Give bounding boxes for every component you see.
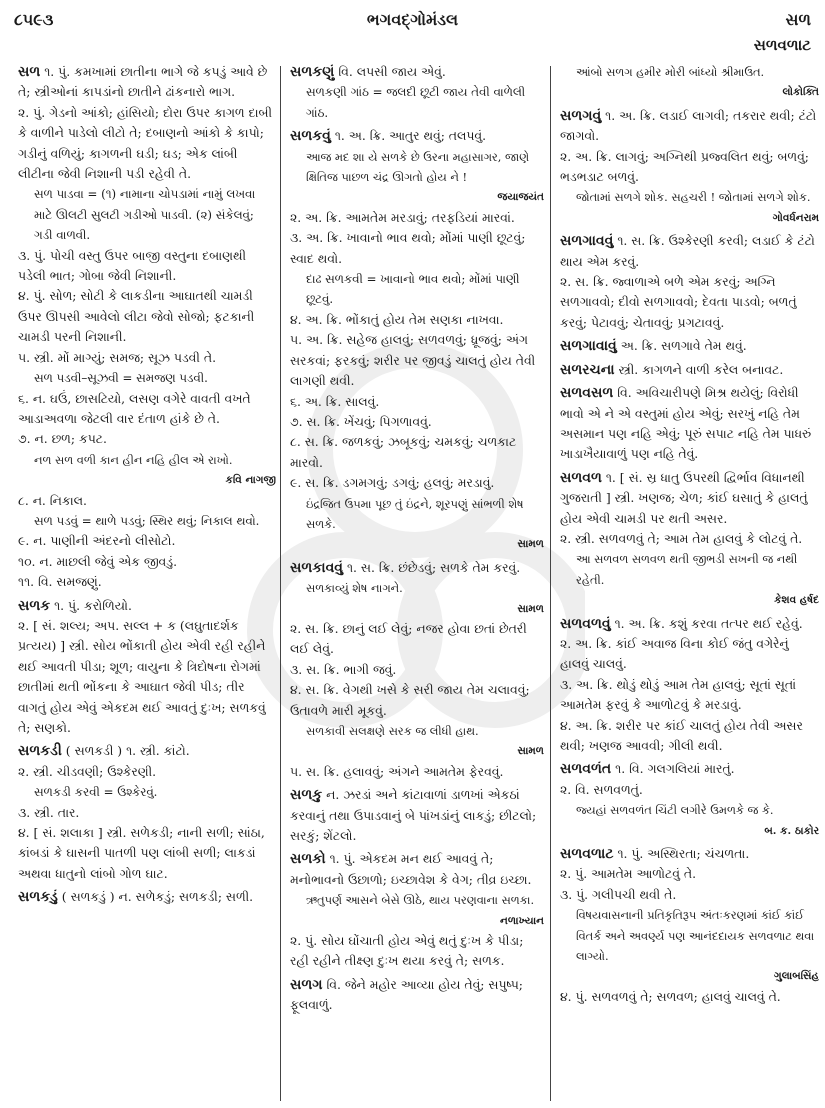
idiom-definition: સળ પાડવા = (૧) નામાના ચોપડામાં નામું લખવા માટે ઊલટી સુલટી ગડીઓ પાડવી. (૨) સંકેલવું; ગડી વાળવી.: [34, 187, 256, 243]
sense-definition: ન. ઝરડાં અને કાંટાવાળાં ડાળખાં એકઠાં કરવાનું તથા ઉપાડવાનું બે પાંખડાંનું લાકડું; છીટલો; સરકું; શેંટલો.: [290, 787, 537, 844]
headword: સળવળવું: [560, 615, 611, 632]
sense-definition: ૧. સ. ક્રિ. છંછેડવું; સળકે તેમ કરવું.: [346, 559, 521, 575]
sense-definition: ૨. પું. સોય ઘોંચાતી હોય એવું થતું દુઃખ કે પીડા; રહી રહીને તીક્ષ્ણ દુઃખ થયા કરવું તે; સળક.: [290, 933, 524, 969]
headword: સળ: [18, 64, 41, 80]
quote-source: જયાજયંત: [497, 191, 544, 204]
columns-container: [14, 62, 819, 1102]
page-header: [14, 10, 811, 54]
sense-definition: ૪. અ. ક્રિ. શરીર પર કાંઈ ચાલતું હોય તેવી અસર થવી; ખણજ આવવી; ગીલી થવી.: [560, 717, 803, 753]
sense-definition: ૩. સ. ક્રિ. ભાગી જવું.: [290, 661, 397, 677]
sense-definition: ૨. અ. ક્રિ. કાંઈ અવાજ વિના કોઈ જંતુ વગેરેનું હાલવું ચાલવું.: [560, 635, 789, 672]
dictionary-entry: [556, 106, 819, 228]
idiom-definition: સળકડી કરવી = ઉશ્કેરવું.: [34, 785, 158, 800]
idiom-definition: સળ પડવી–સૂઝવી = સમજણ પડવી.: [34, 371, 208, 386]
guide-word-first: સળ: [785, 10, 811, 29]
headword: સળવળાટ: [560, 846, 614, 863]
usage-quote: આંબો સળગ હમીર મોરી બાંધ્યો શ્રીમાઉત.: [576, 65, 765, 79]
sense-definition: ૧. પું. કમખામાં છાતીના ભાગે જે કપડું આવે છે તે; સ્ત્રીઓનાં કાપડાંનો છાતીને ઢાંકનારો ભાગ.: [18, 64, 268, 100]
headword: સળગવું: [560, 107, 602, 124]
headword: સળકો: [290, 851, 326, 868]
headword: સળગાવવું: [560, 233, 614, 250]
quote-source: ગુલાબસિંહ: [774, 970, 819, 983]
usage-quote: જ્યહાં સળવળંત ચિંટી લગીરે ઉમળકે જ કે.: [576, 803, 774, 818]
guide-word-last: સળવળાટ: [753, 36, 811, 54]
book-title: ભગવદ્ગોમંડલ: [366, 10, 459, 29]
sense-definition: ૫. સ્ત્રી. મોં માગ્યું; સમજ; સૂઝ પડવી તે.: [18, 349, 217, 365]
dictionary-entry: [286, 558, 544, 782]
sense-definition: ૧. વિ. ગલગલિયાં મારતું.: [615, 761, 735, 777]
dictionary-entry: [14, 887, 276, 907]
headword: સળગ: [290, 976, 323, 993]
quote-source: કવિ નાગજી: [225, 474, 276, 487]
sense-definition: વિ. જેને મહોર આવ્યા હોય તેવું; સપુષ્પ; ફૂલવાળું.: [290, 976, 523, 1013]
headword: સળકાવવું: [290, 559, 344, 576]
usage-quote: સળકાવી સલક્ષણે સરક જ લીધી હાથ.: [306, 724, 479, 738]
sense-definition: ૩. પું. પોચી વસ્તુ ઉપર બાજી વસ્તુના દબાણથી પડેલી ભાત; ગોબા જેવી નિશાની.: [18, 247, 246, 284]
sense-definition: ૮. ન. નિકાલ.: [18, 492, 87, 508]
sense-definition: ૧૦. ન. માછલી જેવું એક જીવડું.: [18, 553, 178, 569]
headword-variant: ( સળકડું ): [61, 889, 115, 905]
sense-definition: સ્ત્રી. કાગળને વાળી કરેલ બનાવટ.: [618, 361, 784, 377]
sense-definition: ૧. સ. ક્રિ. ઉશ્કેરણી કરવી; લડાઈ કે ટંટો થાય એમ કરવું.: [560, 233, 815, 269]
headword: સળરચના: [560, 361, 615, 378]
sense-definition: ૩. પું. ગલીપચી થવી તે.: [560, 886, 677, 902]
sense-definition: ૩. સ્ત્રી. તાર.: [18, 804, 80, 820]
sense-definition: ૪. પું. સળવળવું તે; સળવળ; હાલવું ચાલવું તે.: [560, 988, 781, 1004]
quote-source: સામળ: [517, 602, 544, 615]
sense-definition: ૧. અ. ક્રિ. કશું કરવા તત્પર થઈ રહેવું.: [614, 615, 803, 631]
dictionary-entry: [286, 126, 544, 555]
sense-definition: ૧. પું. એકદમ મન થઈ આવવું તે; મનોભાવનો ઉછાળો; ઇચ્છાવેશ કે વેગ; તીવ્ર ઇચ્છા.: [290, 851, 532, 887]
dictionary-entry: [14, 741, 276, 884]
sense-definition: ૫. સ. ક્રિ. હલાવવું; અંગને આમતેમ ફેરવવું.: [290, 763, 504, 779]
sense-definition: ૧. પું. કરોળિયો.: [54, 597, 132, 613]
sense-definition: અ. ક્રિ. સળગાવે તેમ થવું.: [620, 338, 747, 354]
sense-definition: ૨. વિ. સળવળતું.: [560, 781, 643, 797]
usage-quote: વિષયવાસનાની પ્રતિકૃતિરૂપ અંતઃકરણમાં કાંઈ કાંઈ વિતર્ક અને અવર્ણ્ય પણ આનંદદાયક સળવળાટ થવા લાગ્યો.: [576, 908, 815, 964]
sense-definition: ૮. સ. ક્રિ. જળકવું; ઝબૂકવું; ચમકવું; ચળકાટ મારવો.: [290, 434, 517, 470]
sense-definition: ૭. ન. છળ; કપટ.: [18, 431, 107, 447]
quote-source: ગોવર્ધનરામ: [772, 211, 819, 224]
quote-source: નળાખ્યાન: [500, 914, 544, 927]
idiom-definition: સળ પડવું = થાળે પડવું; સ્થિર થવું; નિકાલ થવો.: [34, 513, 260, 528]
sense-definition: ૨. સ. ક્રિ. જ્વાળાએ બળે એમ કરવું; અગ્નિ સળગાવવો; દીવો સળગાવવો; દેવતા પાડવો; બળતું કરવું; પેટાવવું; ચેતાવવું; પ્રગટાવવું.: [560, 274, 797, 330]
sense-definition: ૩. અ. ક્રિ. થોડું થોડું આમ તેમ હાલવું; સૂતાં સૂતાં આમતેમ ફરવું કે આળોટવું કે મરડાવું.: [560, 676, 797, 713]
dictionary-entry: [556, 360, 819, 380]
headword: સળકણું: [290, 64, 335, 80]
quote-source: સામળ: [517, 745, 544, 758]
dictionary-entry: [286, 975, 544, 1016]
idiom-definition: દાઢ સળકવી = ખાવાનો ભાવ થવો; મોંમાં પાણી છૂટવું.: [306, 272, 520, 307]
headword: સળક: [18, 597, 51, 614]
usage-quote: નળ સળ વળી કાન હીન નહિ હીલ એ રાખો.: [34, 452, 233, 467]
column-2: [286, 62, 544, 1102]
dictionary-entry: [286, 785, 544, 846]
quote-source: બ. ક. ઠાકોર: [764, 824, 819, 837]
dictionary-entry: [556, 844, 819, 1007]
sense-definition: ૪. પું. સોળ; સોટી કે લાકડીના આઘાતથી ચામડી ઉપર ઊપસી આવેલો લીટા જેવો સોજો; ફટકાની ચામડી પરની નિશાની.: [18, 288, 255, 345]
dictionary-entry: [556, 336, 819, 356]
usage-quote: ઇંદ્રજિત ઉપમા પૂછ તું ઇંદ્રને, શૂરપણું સાંભળી શેષ સળકે.: [306, 496, 524, 531]
column-divider: [550, 66, 551, 1101]
sense-definition: ૨. સ્ત્રી. ચીડવણી; ઉશ્કેરણી.: [18, 763, 157, 779]
sense-definition: ૨. અ. ક્રિ. આમતેમ મરડાવું; તરફડિયાં મારવાં.: [290, 209, 515, 225]
sense-definition: ૧. અ. ક્રિ. આતુર થવું; તલપવું.: [334, 128, 487, 144]
headword: સળગાવાવું: [560, 338, 617, 355]
headword-variant: ( સળકડી ): [65, 743, 123, 759]
sense-definition: ૨. પું. ગેડનો આંકો; હાંસિયો; દોરા ઉપર કાગળ દાબી કે વાળીને પાડેલો લીટો તે; દબાણનો આંકો કે કાપો; ગડીનું વળિયું; કાગળની ઘડી; ઘડ; એક લાંબી લીટીના જેવી નિશાની પડી રહેવી તે.: [18, 104, 272, 182]
usage-quote: આજ મદ શા યે સળકે છે ઉરના મહાસાગર, જાણે ક્ષિતિજ પાછળ ચંદ્ર ઊગતો હોય ને !: [306, 149, 530, 185]
sense-definition: ૪. અ. ક્રિ. ભોંકાતું હોય તેમ સણકા નાખવા.: [290, 311, 504, 327]
dictionary-entry: [556, 383, 819, 465]
usage-quote: સળકાવ્યું શેષ નાગને.: [306, 581, 403, 596]
quote-source: કેશવ હર્ષદ: [774, 594, 819, 607]
headword: સળવસળ: [560, 385, 614, 402]
sense-definition: ૨. પું. આમતેમ આળોટવું તે.: [560, 866, 697, 882]
sense-definition: ૯. સ. ક્રિ. ડગમગવું; ડગવું; હલવું; મરડાવું.: [290, 475, 495, 491]
usage-quote: જોતામાં સળગે શોક. સહચરી ! જોતામાં સળગે શોક.: [576, 190, 811, 205]
sense-definition: ૨. સ. ક્રિ. છાનું લઈ લેવું; નજર હોવા છતાં છેતરી લઈ લેવું.: [290, 620, 527, 657]
sense-definition: ૪. સ. ક્રિ. વેગથી ખસે કે સરી જાય તેમ ચલાવવું; ઉતાવળે મારી મૂકવું.: [290, 682, 530, 718]
column-1: [14, 62, 276, 1102]
sense-definition: ન. સળેકડું; સળકડી; સળી.: [118, 889, 254, 905]
sense-definition: ૧. અ. ક્રિ. લડાઈ લાગવી; તકરાર થવી; ટંટો જાગવો.: [560, 107, 817, 144]
headword: સળવળંત: [560, 761, 612, 778]
sense-definition: ૧. [ સં. સ્ર ધાતુ ઉપરથી દ્વિર્ભાવ વિધાનથી ગુજરાતી ] સ્ત્રી. ખણજ; ચેળ; કાંઈ ઘસાતું કે હાલતું હોય એવી ચામડી પર થતી અસર.: [560, 469, 808, 526]
dictionary-entry: [14, 62, 276, 593]
headword: સળકવું: [290, 128, 331, 145]
headword: સળવળ: [560, 469, 602, 486]
dictionary-entry: [556, 231, 819, 333]
dictionary-entry: [286, 62, 544, 123]
sense-definition: ૧૧. વિ. સમજણું.: [18, 574, 102, 590]
quote-source: લોકોક્તિ: [782, 86, 819, 99]
sense-definition: ૪. [ સં. શલાકા ] સ્ત્રી. સળેકડી; નાની સળી; સાંઠા, કાંબડાં કે ઘાસની પાતળી પણ લાંબી સળી; લાકડાં અથવા ધાતુનો લાંબો ગોળ ઘાટ.: [18, 825, 265, 881]
column-divider: [280, 66, 281, 1101]
column-3: [556, 62, 819, 1102]
sense-definition: ૩. અ. ક્રિ. ખાવાનો ભાવ થવો; મોંમાં પાણી છૂટવું; સ્વાદ થવો.: [290, 230, 526, 266]
dictionary-entry: [286, 849, 544, 971]
usage-quote: ઋતુપર્ણ આસને બેસે ઊઠે, થાય પરણવાના સળકા.: [306, 893, 535, 908]
sense-definition: વિ. લપસી જાય એવું.: [338, 64, 446, 79]
dictionary-entry: [556, 614, 819, 757]
headword: સળકડી: [18, 743, 62, 760]
sense-definition: ૬. ન. ઘઉં, છાસટિયો, લસણ વગેરે વાવતી વખતે આડાઅવળા જેટલી વાર દંતાળ હાંકે છે તે.: [18, 390, 251, 426]
quote-source: સામળ: [517, 538, 544, 551]
usage-quote: આ સળવળ સળવળ થતી જીભડી સખની જ નથી રહેતી.: [576, 552, 798, 587]
sense-definition: ૭. સ. ક્રિ. ખેંચવું; પિગળાવવું.: [290, 413, 432, 429]
sense-definition: ૨. સ્ત્રી. સળવળવું તે; આમ તેમ હાલવું કે લોટવું તે.: [560, 530, 803, 546]
sense-definition: ૫. અ. ક્રિ. સહેજ હાલવું; સળવળવું; ધ્રૂજવું; અંગ સરકવાં; ફરકવું; શરીર પર જીવડું ચાલતું હોય તેવી લાગણી થવી.: [290, 332, 536, 389]
sense-definition: ૨. અ. ક્રિ. લાગવું; અગ્નિથી પ્રજ્વલિત થવું; બળવું; ભડભડાટ બળવું.: [560, 148, 809, 185]
sense-definition: ૯. ન. પાણીની અંદરનો લીસોટો.: [18, 533, 176, 549]
dictionary-entry: [556, 468, 819, 611]
idiom-definition: સળકણી ગાંઠ = જલદી છૂટી જાય તેવી વાળેલી ગાંઠ.: [306, 85, 526, 120]
headword: સળકડું: [18, 889, 58, 906]
sense-definition: ૧. સ્ત્રી. કાંટો.: [126, 743, 190, 759]
dictionary-entry: [14, 596, 276, 739]
headword: સળકુ: [290, 787, 323, 804]
sense-definition: વિ. અવિચારીપણે મિશ્ર થયેલું; વિરોધી ભાવો એ ને એ વસ્તુમાં હોય એવું; સરખું નહિ તેમ અસમાન પણ નહિ એવું; પૂરું સપાટ નહિ તેમ પાધરું ખાડાખૈયાવાળું પણ નહિ તેવું.: [560, 385, 812, 462]
dictionary-entry: [556, 759, 819, 841]
page-number: ૮૫૯૩: [14, 10, 54, 29]
sense-definition: ૧. પું. અસ્થિરતા; ચંચળતા.: [617, 846, 750, 862]
dictionary-entry: [556, 62, 819, 103]
sense-definition: ૨. [ સં. શલ્ય; અપ. સલ્લ + ક (લઘુતાદર્શક પ્રત્યય) ] સ્ત્રી. સોય ભોંકાતી હોય એવી રહી રહીને થઈ આવતી પીડા; શૂળ; વાયુના કે ત્રિદોષના રોગમાં છાતીમાં થતી ભોંકના કે આઘાત જેવી પીડ; તીર વાગતું હોય એવું એકદમ થઈ આવતું દુઃખ; સળકવું તે; સણકો.: [18, 617, 266, 735]
sense-definition: ૬. અ. ક્રિ. સાલવું.: [290, 393, 380, 409]
